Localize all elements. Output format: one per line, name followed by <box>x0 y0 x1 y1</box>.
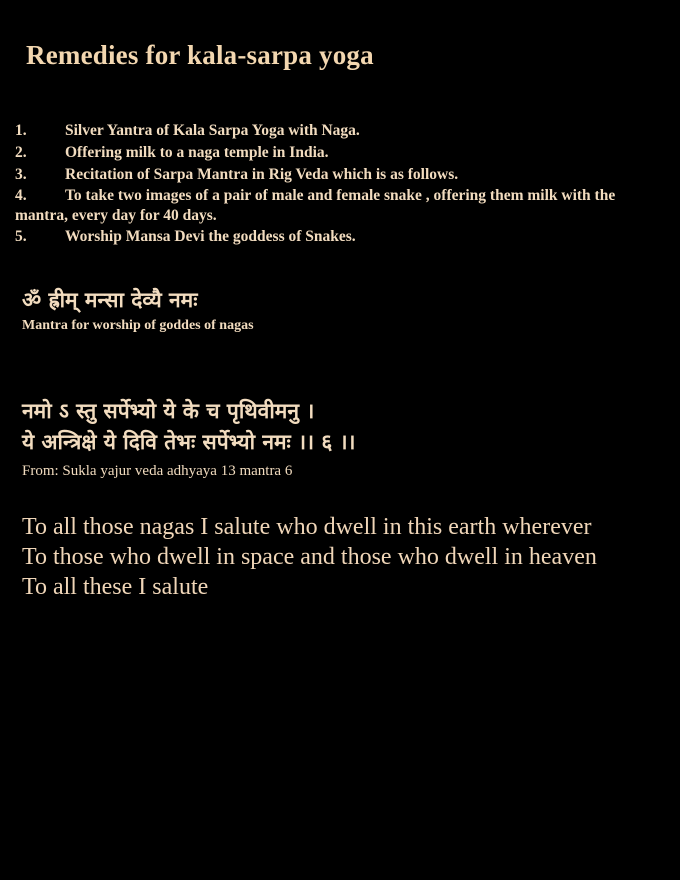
list-item-number: 2. <box>15 144 27 161</box>
list-item <box>15 142 665 164</box>
list-item <box>15 164 665 186</box>
translation-line-1: To all those nagas I salute who dwell in this earth wherever <box>22 514 592 540</box>
list-item-text: Offering milk to a naga temple in India. <box>65 144 329 161</box>
list-item-text: Worship Mansa Devi the goddess of Snakes. <box>65 228 356 245</box>
sarpa-mantra <box>22 396 356 458</box>
mantra-translation <box>22 512 672 602</box>
list-item <box>15 186 665 226</box>
translation-line-2: To those who dwell in space and those who dwell in heaven <box>22 544 597 570</box>
naga-mantra: ॐ ह्रीम् मन्सा देव्यै नमः <box>22 288 198 312</box>
translation-line-3: To all these I salute <box>22 574 209 600</box>
list-item-number: 5. <box>15 228 27 245</box>
list-item-text: Recitation of Sarpa Mantra in Rig Veda which is as follows. <box>65 166 459 183</box>
list-item-text: Silver Yantra of Kala Sarpa Yoga with Naga. <box>65 122 360 139</box>
list-item <box>15 226 665 248</box>
list-item-text: To take two images of a pair of male and female snake , offering them milk with the mantra, every day for 40 days. <box>15 187 616 224</box>
page-title: Remedies for kala-sarpa yoga <box>26 40 374 70</box>
sarpa-mantra-line-1: नमो ऽ स्तु सर्पेभ्यो ये के च पृथिवीमनु । <box>22 399 315 423</box>
list-item-number: 1. <box>15 122 27 139</box>
list-item <box>15 120 665 142</box>
sarpa-mantra-source: From: Sukla yajur veda adhyaya 13 mantra 6 <box>22 463 293 479</box>
naga-mantra-caption: Mantra for worship of goddes of nagas <box>22 318 254 333</box>
list-item-number: 3. <box>15 166 27 183</box>
remedy-list <box>15 120 665 248</box>
list-item-number: 4. <box>15 187 27 204</box>
sarpa-mantra-line-2: ये अन्त्रिक्षे ये दिवि तेभः सर्पेभ्यो नमः ।। ६ ।। <box>22 430 356 454</box>
